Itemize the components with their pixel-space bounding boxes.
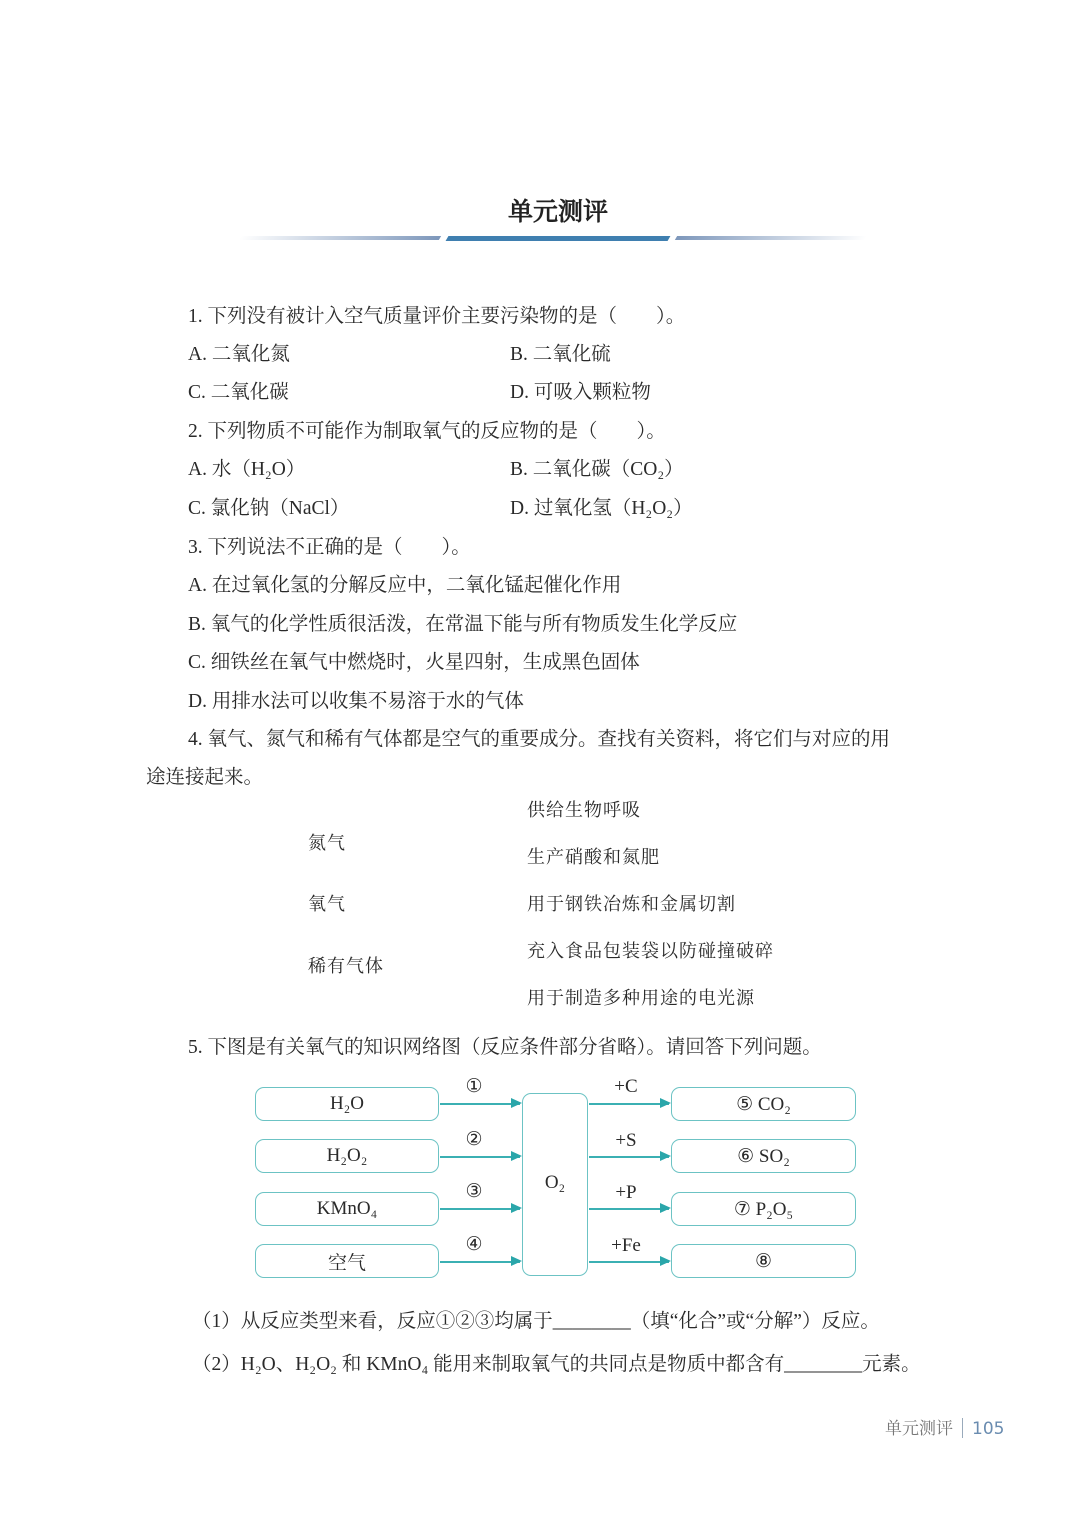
gas-item: 氧气 [308,894,346,915]
reactant-label: +C [614,1076,638,1097]
use-item: 用于钢铁冶炼和金属切割 [527,894,736,915]
source-box: 空气 [255,1244,439,1278]
arrow-icon [589,1208,669,1210]
question-1-option-a: A. 二氧化氮 [188,344,290,365]
question-3-option-a: A. 在过氧化氢的分解反应中，二氧化锰起催化作用 [188,575,622,596]
step-label: ② [465,1129,483,1150]
question-3-stem: 3. 下列说法不正确的是（ ）。 [188,537,471,558]
title-underline-left [239,236,441,240]
arrow-icon [589,1261,669,1263]
use-item: 供给生物呼吸 [527,800,641,821]
page-number: 105 [972,1419,1005,1439]
arrow-icon [589,1156,669,1158]
product-box: ⑦ P₂O₅ [671,1192,856,1226]
gas-item: 氮气 [308,833,346,854]
gas-item: 稀有气体 [308,956,384,977]
source-box: H₂O [255,1087,439,1121]
arrow-icon [440,1103,520,1105]
question-2-option-d: D. 过氧化氢（H₂O₂） [510,498,693,519]
product-box: ⑤ CO₂ [671,1087,856,1121]
question-2-option-a: A. 水（H₂O） [188,459,306,480]
question-3-option-c: C. 细铁丝在氧气中燃烧时，火星四射，生成黑色固体 [188,652,640,673]
question-3-option-d: D. 用排水法可以收集不易溶于水的气体 [188,691,524,712]
source-box: KMnO₄ [255,1192,439,1226]
question-2-option-c: C. 氯化钠（NaCl） [188,498,350,519]
use-item: 生产硝酸和氮肥 [527,847,660,868]
page-title: 单元测评 [507,197,608,226]
footer-section: 单元测评 [885,1419,953,1439]
reactant-label: +Fe [611,1235,641,1256]
oxygen-center-box: O₂ [522,1093,588,1276]
question-2-stem: 2. 下列物质不可能作为制取氧气的反应物的是（ ）。 [188,421,666,442]
step-label: ① [465,1076,483,1097]
question-1-stem: 1. 下列没有被计入空气质量评价主要污染物的是（ ）。 [188,306,686,327]
question-5-stem: 5. 下图是有关氧气的知识网络图（反应条件部分省略）。请回答下列问题。 [188,1037,822,1058]
arrow-icon [440,1156,520,1158]
footer-divider [962,1418,963,1438]
reactant-label: +P [615,1182,637,1203]
use-item: 充入食品包装袋以防碰撞破碎 [527,941,774,962]
product-box: ⑧ [671,1244,856,1278]
arrow-icon [589,1103,669,1105]
step-label: ④ [465,1234,483,1255]
product-box: ⑥ SO₂ [671,1139,856,1173]
use-item: 用于制造多种用途的电光源 [527,988,755,1009]
step-label: ③ [465,1181,483,1202]
question-5-sub-2: （2）H₂O、H₂O₂ 和 KMnO₄ 能用来制取氧气的共同点是物质中都含有________元素。 [192,1354,921,1375]
page-footer [885,1414,1004,1439]
arrow-icon [440,1261,520,1263]
reactant-label: +S [615,1130,637,1151]
question-1-option-d: D. 可吸入颗粒物 [510,382,651,403]
question-5-sub-1: （1）从反应类型来看，反应①②③均属于________（填“化合”或“分解”）反应。 [192,1311,880,1332]
question-2-option-b: B. 二氧化碳（CO₂） [510,459,684,480]
source-box: H₂O₂ [255,1139,439,1173]
title-underline-right [675,236,867,240]
question-1-option-c: C. 二氧化碳 [188,382,289,403]
question-4-stem: 4. 氧气、氮气和稀有气体都是空气的重要成分。查找有关资料，将它们与对应的用 [188,729,891,750]
question-3-option-b: B. 氧气的化学性质很活泼，在常温下能与所有物质发生化学反应 [188,614,738,635]
title-underline-center [446,236,671,241]
question-4-stem-continued: 途连接起来。 [146,767,264,788]
arrow-icon [440,1208,520,1210]
question-1-option-b: B. 二氧化硫 [510,344,611,365]
